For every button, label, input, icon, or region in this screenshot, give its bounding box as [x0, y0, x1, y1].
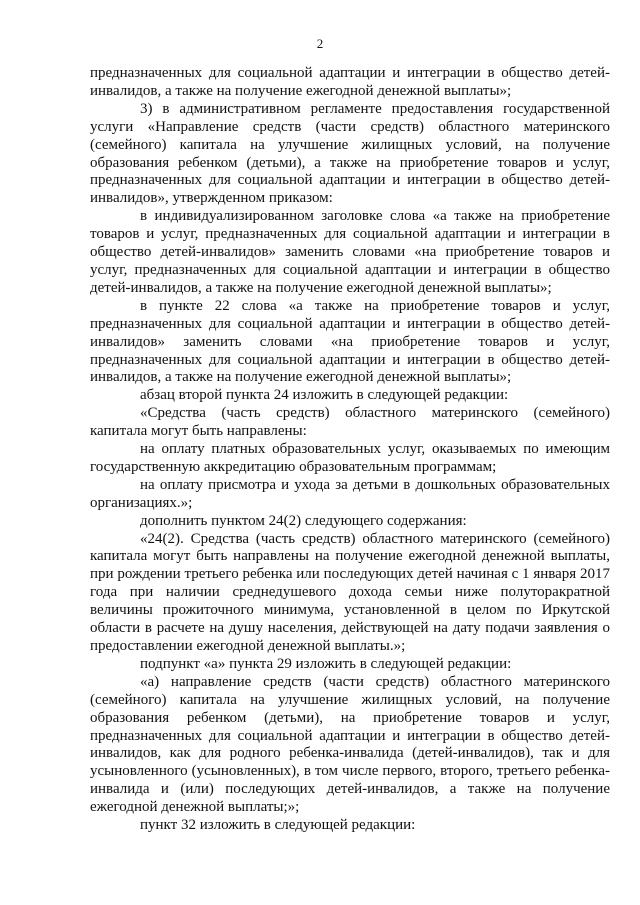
- page-number: 2: [316, 36, 324, 51]
- paragraph-point-24-option-2: на оплату присмотра и ухода за детьми в дошкольных образовательных организациях.»;: [90, 476, 610, 511]
- paragraph-point-29-intro: подпункт «а» пункта 29 изложить в следующей редакции:: [140, 655, 512, 672]
- paragraph-point-22-change: в пункте 22 слова «а также на приобретение товаров и услуг, предназначенных для социальной адаптации и интеграции в общество детей-инвалидов» заменить словами «на приобретение товаров и услуг, предназначенных для социальной адаптации и интеграции в общество детей-инвалидов, а также на получение ежегодной денежной выплаты»;: [90, 297, 610, 386]
- paragraph-point-24-2-intro: дополнить пунктом 24(2) следующего содержания:: [140, 512, 467, 529]
- paragraph-header-change: в индивидуализированном заголовке слова «а также на приобретение товаров и услуг, предназначенных для социальной адаптации и интеграции в общество детей-инвалидов» заменить словами «на приобретение товаров и услуг, предназначенных для социальной адаптации и интеграции в общество детей-инвалидов, а также на получение ежегодной денежной выплаты»;: [90, 208, 610, 296]
- paragraph-item-3: 3) в административном регламенте предоставления государственной услуги «Направление средств (части средств) областного материнского (семейного) капитала на улучшение жилищных условий, на получение образования ребенком (детьми), а также на приобретение товаров и услуг, предназначенных для социальной адаптации и интеграции в общество детей-инвалидов», утвержденном приказом:: [90, 100, 610, 207]
- paragraph-point-32-intro: пункт 32 изложить в следующей редакции:: [140, 817, 416, 834]
- paragraph-point-29-text: «а) направление средств (части средств) областного материнского (семейного) капитала на улучшение жилищных условий, на получение образования ребенком (детьми), на приобретение товаров и услуг, предназначенных для социальной адаптации и интеграции в общество детей-инвалидов, как для родного ребенка-инвалида (детей-инвалидов), так и для усыновленного (усыновленных), в том числе первого, второго, третьего ребенка-инвалида и (или) последующих детей-инвалидов, а также на получение ежегодной денежной выплаты;»;: [90, 673, 610, 816]
- document-body: [90, 65, 610, 835]
- paragraph-point-24-2-text: «24(2). Средства (часть средств) областного материнского (семейного) капитала могут быть направлены на получение ежегодной денежной выплаты, при рождении третьего ребенка или последующих детей начиная с 1 января 2017 года при наличии среднедушевого дохода семьи ниже полуторакратной величины прожиточного минимума, установленной в целом по Иркутской области в расчете на душу населения, действующей на дату подачи заявления о предоставлении ежегодной денежной выплаты.»;: [90, 530, 610, 654]
- paragraph-continuation: предназначенных для социальной адаптации и интеграции в общество детей-инвалидов, а также на получение ежегодной денежной выплаты»;: [90, 65, 610, 99]
- paragraph-point-24-intro: абзац второй пункта 24 изложить в следующей редакции:: [140, 387, 509, 404]
- paragraph-point-24-option-1: на оплату платных образовательных услуг, оказываемых по имеющим государственную аккредитацию образовательным программам;: [90, 441, 610, 475]
- paragraph-point-24-text: «Средства (часть средств) областного материнского (семейного) капитала могут быть направлены:: [90, 405, 610, 440]
